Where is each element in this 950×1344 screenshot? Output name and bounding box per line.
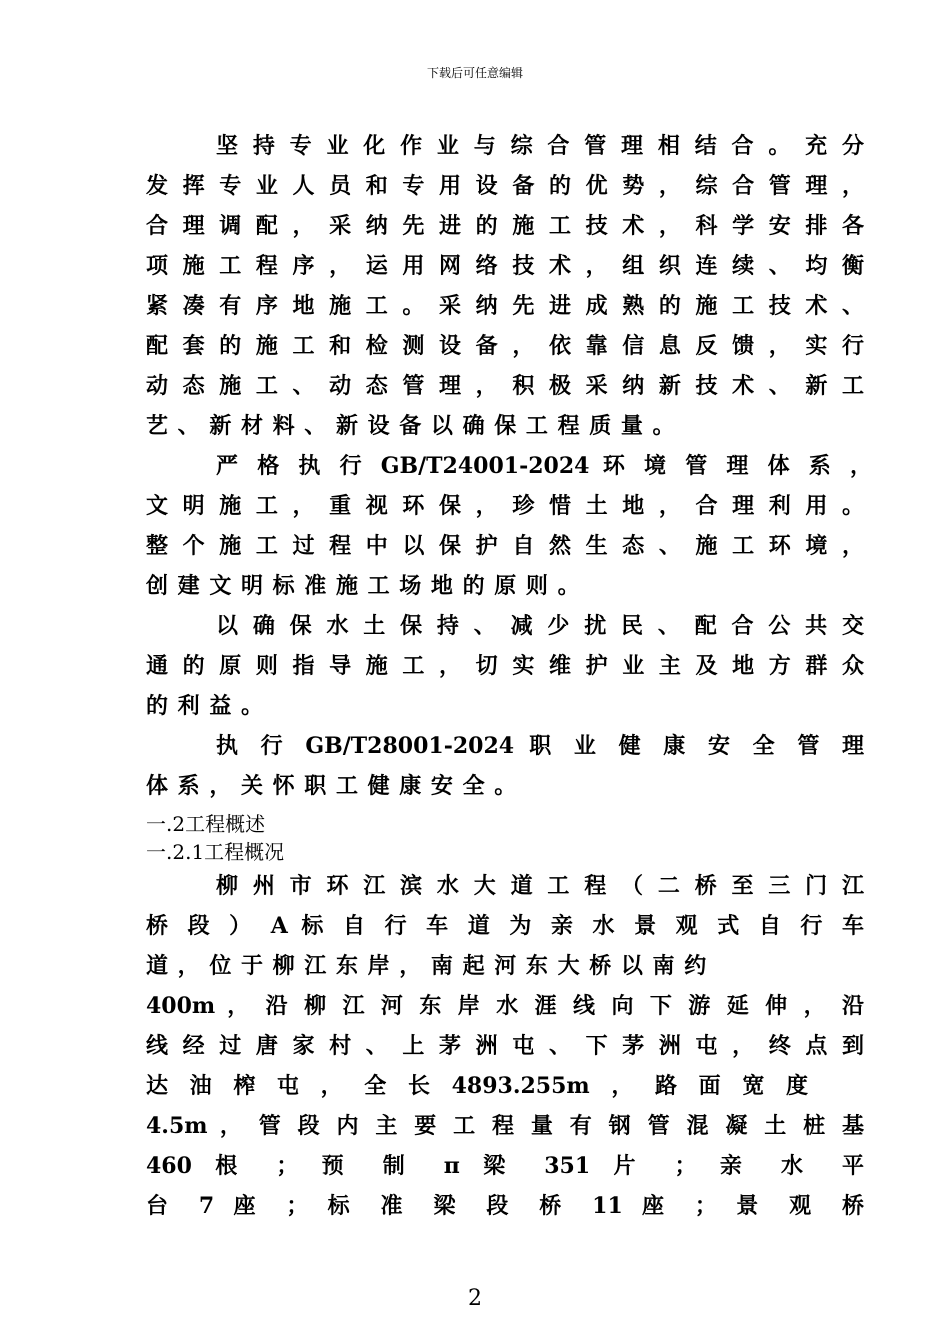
text-line: 线 经 过 唐 家 村 、 上 茅 洲 屯 、 下 茅 洲 屯 ， 终 点 到 xyxy=(146,1033,864,1059)
text-line: 整 个 施 工 过 程 中 以 保 护 自 然 生 态 、 施 工 环 境 ， xyxy=(146,533,864,559)
page-header: 下载后可任意编辑 xyxy=(426,66,523,80)
text-line: 严 格 执 行 GB/T24001-2024 环 境 管 理 体 系 ， xyxy=(216,453,872,479)
text-line: 体 系 ， 关 怀 职 工 健 康 安 全 。 xyxy=(146,773,517,799)
page-number: 2 xyxy=(468,1286,482,1311)
subsection-heading: 一.2.1工程概况 xyxy=(146,840,285,864)
text-line: 台 7 座 ； 标 准 梁 段 桥 11 座 ； 景 观 桥 xyxy=(146,1193,864,1219)
text-line: 达 油 榨 屯 ， 全 长 4893.255m ， 路 面 宽 度 xyxy=(146,1073,809,1099)
section-heading: 一.2工程概述 xyxy=(146,812,266,836)
document-body xyxy=(146,126,872,1226)
text-line: 460 根 ； 预 制 π 梁 351 片 ； 亲 水 平 xyxy=(146,1153,864,1179)
text-line: 柳 州 市 环 江 滨 水 大 道 工 程 （ 二 桥 至 三 门 江 xyxy=(216,873,864,899)
text-line: 4.5m ， 管 段 内 主 要 工 程 量 有 钢 管 混 凝 土 桩 基 xyxy=(146,1113,864,1139)
text-line: 通 的 原 则 指 导 施 工 ， 切 实 维 护 业 主 及 地 方 群 众 xyxy=(146,653,864,679)
text-line: 桥 段 ） A 标 自 行 车 道 为 亲 水 景 观 式 自 行 车 xyxy=(146,913,864,939)
text-line: 400m ， 沿 柳 江 河 东 岸 水 涯 线 向 下 游 延 伸 ， 沿 xyxy=(146,993,864,1019)
text-line: 紧 凑 有 序 地 施 工 。 采 纳 先 进 成 熟 的 施 工 技 术 、 xyxy=(146,293,864,319)
text-line: 创 建 文 明 标 准 施 工 场 地 的 原 则 。 xyxy=(146,573,580,599)
text-line: 文 明 施 工 ， 重 视 环 保 ， 珍 惜 土 地 ， 合 理 利 用 。 xyxy=(146,493,864,519)
text-line: 道 ， 位 于 柳 江 东 岸 ， 南 起 河 东 大 桥 以 南 约 xyxy=(146,953,707,979)
text-line: 发 挥 专 业 人 员 和 专 用 设 备 的 优 势 ， 综 合 管 理 ， xyxy=(146,173,864,199)
text-line: 合 理 调 配 ， 采 纳 先 进 的 施 工 技 术 ， 科 学 安 排 各 xyxy=(146,213,864,239)
text-line: 的 利 益 。 xyxy=(146,693,263,719)
text-line: 坚 持 专 业 化 作 业 与 综 合 管 理 相 结 合 。 充 分 xyxy=(216,133,864,159)
text-line: 项 施 工 程 序 ， 运 用 网 络 技 术 ， 组 织 连 续 、 均 衡 xyxy=(146,253,864,279)
text-line: 以 确 保 水 土 保 持 、 减 少 扰 民 、 配 合 公 共 交 xyxy=(216,613,864,639)
text-line: 艺 、 新 材 料 、 新 设 备 以 确 保 工 程 质 量 。 xyxy=(146,413,675,439)
text-line: 动 态 施 工 、 动 态 管 理 ， 积 极 采 纳 新 技 术 、 新 工 xyxy=(146,373,864,399)
text-line: 执 行 GB/T28001-2024 职 业 健 康 安 全 管 理 xyxy=(216,733,864,759)
text-line: 配 套 的 施 工 和 检 测 设 备 ， 依 靠 信 息 反 馈 ， 实 行 xyxy=(146,333,864,359)
